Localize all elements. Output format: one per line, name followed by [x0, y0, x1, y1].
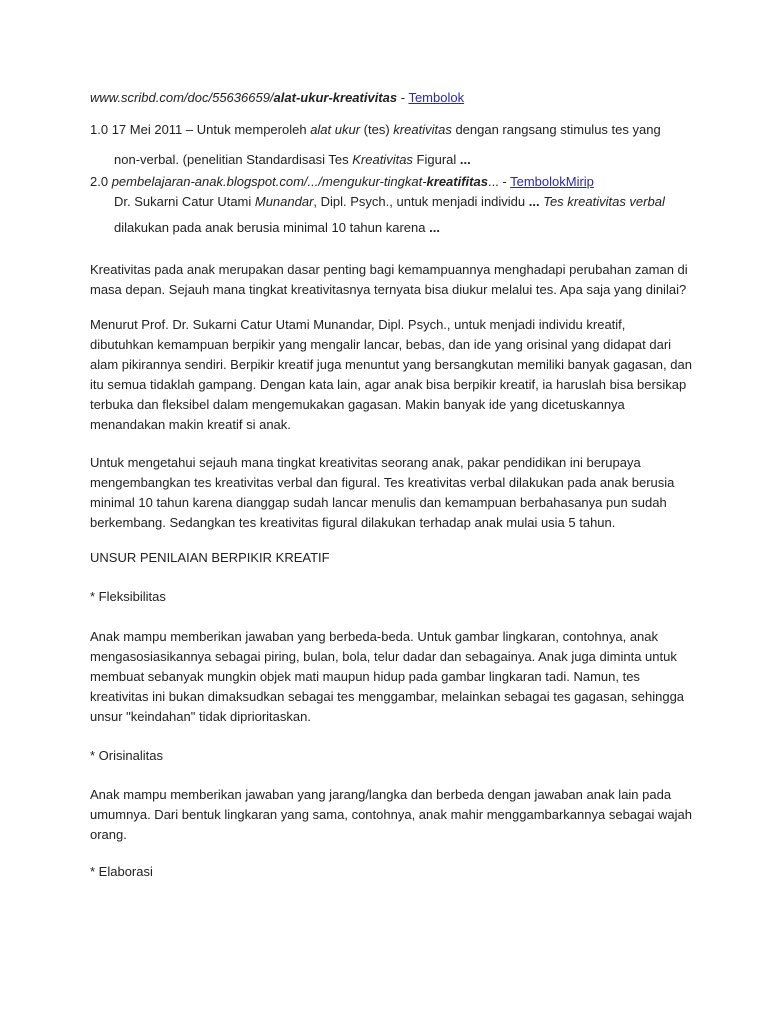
- line: unsur "keindahan" tidak diprioritaskan.: [90, 709, 311, 724]
- text: , Dipl. Psych., untuk menjadi individu: [313, 194, 529, 209]
- text: kreativitas: [393, 122, 452, 137]
- subheading-fleksibilitas: [90, 587, 166, 607]
- text: alat ukur: [310, 122, 361, 137]
- line: alam pikirannya sendiri. Berpikir kreatif juga menuntut yang bersangkutan memiliki banyak gagasan, dan: [90, 357, 692, 372]
- line: Anak mampu memberikan jawaban yang jarang/langka dan berbeda dengan jawaban anak lain pada: [90, 787, 672, 802]
- text: ...: [528, 194, 540, 209]
- text: Tes kreativitas verbal: [539, 194, 665, 209]
- text: Kreativitas: [352, 152, 413, 167]
- section-heading: [90, 548, 330, 568]
- subheading-text: * Orisinalitas: [90, 748, 163, 763]
- paragraph-munandar: [90, 315, 692, 435]
- result-0: [90, 88, 464, 108]
- text: Munandar: [254, 194, 314, 209]
- paragraph-fleksibilitas: [90, 627, 684, 727]
- text: dengan rangsang stimulus tes yang: [451, 122, 661, 137]
- text: non-verbal. (penelitian Standardisasi Tes: [114, 152, 353, 167]
- line: membuat sebanyak mungkin objek mati maupun hidup pada gambar lingkaran tadi. Namun, tes: [90, 669, 640, 684]
- paragraph-intro: [90, 260, 688, 300]
- line: masa depan. Sejauh mana tingkat kreativitasnya ternyata bisa diukur melalui tes. Apa saja yang dinilai?: [90, 282, 687, 297]
- line: terbuka dan fleksibel dalam mengemukakan gagasan. Makin banyak ide yang dicetuskannya: [90, 397, 625, 412]
- line: mengasosiasikannya sebagai piring, bulan, bola, telur dadar dan sebagainya. Anak juga diminta untuk: [90, 649, 677, 664]
- result-1: [90, 120, 661, 170]
- text: (tes): [360, 122, 394, 137]
- line: orang.: [90, 827, 127, 842]
- item-number: 1.0: [90, 122, 109, 137]
- text: dilakukan pada anak berusia minimal 10 tahun karena: [114, 220, 430, 235]
- line: dibutuhkan kemampuan berpikir yang mengalir lancar, bebas, dan ide yang orisinal yang didapat dari: [90, 337, 672, 352]
- subheading-text: * Fleksibilitas: [90, 589, 166, 604]
- item-number: 2.0: [90, 174, 109, 189]
- line: kreativitas ini bukan dimaksudkan sebagai tes menggambar, melainkan sebagai tes gagasan, sehingga: [90, 689, 685, 704]
- line: Anak mampu memberikan jawaban yang berbeda-beda. Untuk gambar lingkaran, contohnya, anak: [90, 629, 659, 644]
- subheading-elaborasi: [90, 862, 153, 882]
- paragraph-orisinalitas: [90, 785, 692, 845]
- tembolok-link[interactable]: Tembolok: [408, 90, 465, 105]
- text: ... -: [487, 174, 511, 189]
- result-url-keyword: kreatifitas: [426, 174, 488, 189]
- paragraph-tests: [90, 453, 674, 533]
- text: ...: [459, 152, 471, 167]
- line: berkembang. Sedangkan tes kreativitas figural dilakukan terhadap anak mulai usia 5 tahun.: [90, 515, 616, 530]
- result-2: [90, 172, 665, 238]
- text: Dr. Sukarni Catur Utami: [114, 194, 255, 209]
- separator: -: [397, 90, 409, 105]
- text: ...: [429, 220, 440, 235]
- result-url: pembelajaran-anak.blogspot.com/.../mengukur-tingkat-: [111, 174, 427, 189]
- heading-text: UNSUR PENILAIAN BERPIKIR KREATIF: [90, 550, 330, 565]
- text: 17 Mei 2011 – Untuk memperoleh: [111, 122, 311, 137]
- line: Kreativitas pada anak merupakan dasar penting bagi kemampuannya menghadapi perubahan zaman di: [90, 262, 688, 277]
- result-url: www.scribd.com/doc/55636659/: [90, 90, 274, 105]
- subheading-text: * Elaborasi: [90, 864, 153, 879]
- line: minimal 10 tahun karena dianggap sudah lancar menulis dan kemampuan berbahasanya pun sudah: [90, 495, 667, 510]
- text: Figural: [412, 152, 460, 167]
- subheading-orisinalitas: [90, 746, 163, 766]
- tembolok-mirip-link[interactable]: TembolokMirip: [510, 174, 594, 189]
- line: mengembangkan tes kreativitas verbal dan figural. Tes kreativitas verbal dilakukan pada anak berusia: [90, 475, 675, 490]
- line: umumnya. Dari bentuk lingkaran yang sama, contohnya, anak mahir menggambarkannya sebagai wajah: [90, 807, 692, 822]
- line: Menurut Prof. Dr. Sukarni Catur Utami Munandar, Dipl. Psych., untuk menjadi individu kreatif,: [90, 317, 626, 332]
- result-url-keyword: alat-ukur-kreativitas: [273, 90, 398, 105]
- line: menandakan makin kreatif si anak.: [90, 417, 291, 432]
- line: Untuk mengetahui sejauh mana tingkat kreativitas seorang anak, pakar pendidikan ini berupaya: [90, 455, 641, 470]
- line: itu semua tidaklah gampang. Dengan kata lain, agar anak bisa berpikir kreatif, ia haruslah bisa bersikap: [90, 377, 687, 392]
